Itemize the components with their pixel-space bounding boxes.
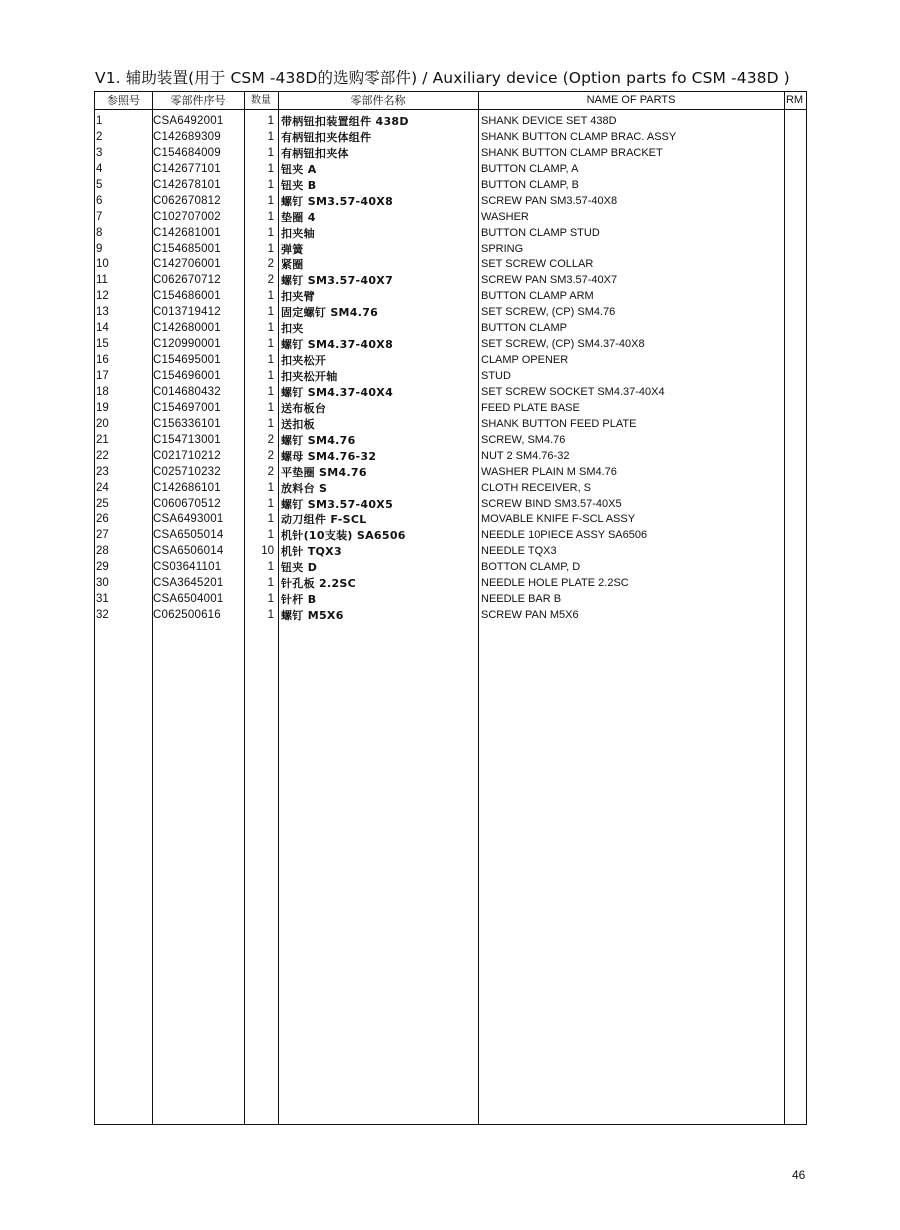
ref-cell: 1 (96, 115, 103, 127)
quantity-cell: 1 (267, 146, 274, 159)
name-en-cell: SET SCREW, (CP) SM4.37-40X8 (481, 338, 645, 351)
name-en-cell: WASHER (481, 210, 529, 223)
ref-cell: 24 (96, 481, 109, 494)
part-number-cell: CSA6492001 (153, 115, 224, 127)
table-row (95, 385, 806, 401)
name-en-cell: MOVABLE KNIFE F-SCL ASSY (481, 513, 636, 526)
part-number-cell: C062670812 (153, 194, 221, 207)
parts-table (94, 91, 807, 1125)
name-cn-cell: 螺钉 SM4.37-40X8 (281, 338, 394, 352)
name-cn-cell: 扣夹松开轴 (281, 370, 338, 383)
part-number-cell: C142686101 (153, 481, 221, 494)
name-cn-cell: 机针 TQX3 (281, 545, 342, 559)
part-number-cell: C154697001 (153, 401, 221, 414)
table-body (95, 114, 806, 624)
ref-cell: 4 (96, 162, 103, 175)
ref-cell: 19 (96, 401, 109, 414)
part-number-cell: C142681001 (153, 226, 221, 239)
part-number-cell: C021710212 (153, 449, 221, 462)
name-en-cell: SHANK BUTTON CLAMP BRACKET (481, 146, 663, 159)
name-en-cell: CLOTH RECEIVER, S (481, 481, 592, 494)
name-cn-cell: 钮夹 B (281, 178, 317, 192)
ref-cell: 18 (96, 385, 109, 398)
part-number-cell: C154713001 (153, 433, 221, 446)
name-cn-cell: 送布板台 (281, 401, 327, 415)
table-row (95, 544, 806, 560)
table-row (95, 130, 806, 146)
table-row (95, 465, 806, 481)
quantity-cell: 1 (267, 178, 274, 191)
name-en-cell: SPRING (481, 242, 524, 255)
quantity-cell: 1 (267, 194, 274, 207)
quantity-cell: 1 (267, 210, 274, 223)
name-cn-cell: 螺钉 SM4.37-40X4 (281, 385, 394, 399)
table-row (95, 114, 806, 130)
ref-cell: 17 (96, 370, 109, 382)
ref-cell: 25 (96, 497, 109, 510)
name-en-cell: WASHER PLAIN M SM4.76 (481, 465, 617, 478)
name-en-cell: NUT 2 SM4.76-32 (481, 449, 570, 462)
ref-cell: 22 (96, 449, 109, 462)
table-row (95, 162, 806, 178)
quantity-cell: 1 (267, 338, 274, 351)
name-en-cell: SHANK BUTTON FEED PLATE (481, 417, 637, 430)
quantity-cell: 1 (267, 290, 274, 303)
name-en-cell: SET SCREW SOCKET SM4.37-40X4 (481, 385, 665, 398)
name-en-cell: SHANK DEVICE SET 438D (481, 115, 617, 127)
part-number-cell: C154695001 (153, 354, 221, 367)
ref-cell: 21 (96, 433, 109, 446)
name-cn-cell: 扣夹 (281, 322, 304, 336)
ref-cell: 11 (96, 274, 108, 287)
ref-cell: 31 (96, 593, 109, 606)
part-number-cell: C142689309 (153, 130, 221, 143)
ref-cell: 14 (96, 322, 109, 335)
table-header (95, 92, 806, 110)
table-row (95, 608, 806, 624)
quantity-cell: 1 (267, 306, 274, 319)
table-row (95, 417, 806, 433)
ref-cell: 6 (96, 194, 103, 207)
name-cn-cell: 螺钉 SM3.57-40X8 (281, 194, 394, 208)
name-cn-cell: 螺钉 M5X6 (281, 609, 344, 623)
name-cn-cell: 紧圈 (281, 258, 304, 272)
name-cn-cell: 动刀组件 F-SCL (281, 513, 367, 527)
name-en-cell: BOTTON CLAMP, D (481, 561, 581, 574)
table-row (95, 146, 806, 162)
ref-cell: 7 (96, 210, 103, 223)
part-number-cell: C062670712 (153, 274, 221, 287)
table-row (95, 273, 806, 289)
ref-cell: 29 (96, 561, 109, 574)
part-number-cell: CSA6504001 (153, 593, 224, 606)
quantity-cell: 1 (267, 115, 274, 127)
name-en-cell: SCREW, SM4.76 (481, 433, 566, 446)
part-number-cell: C060670512 (153, 497, 221, 510)
name-en-cell: STUD (481, 370, 511, 382)
table-row (95, 528, 806, 544)
table-row (95, 401, 806, 417)
name-en-cell: BUTTON CLAMP STUD (481, 226, 600, 239)
quantity-cell: 2 (267, 465, 274, 478)
name-cn-cell: 带柄钮扣装置组件 438D (281, 115, 409, 128)
name-en-cell: NEEDLE HOLE PLATE 2.2SC (481, 577, 629, 590)
quantity-cell: 1 (267, 322, 274, 335)
ref-cell: 28 (96, 545, 109, 558)
page-number: 46 (792, 1168, 806, 1182)
name-en-cell: BUTTON CLAMP (481, 322, 567, 335)
name-en-cell: SCREW PAN M5X6 (481, 609, 579, 622)
name-cn-cell: 螺钉 SM3.57-40X7 (281, 274, 394, 288)
table-row (95, 242, 806, 258)
header-ref: 参照号 (107, 94, 140, 107)
header-rm: RM (785, 94, 804, 106)
name-en-cell: SHANK BUTTON CLAMP BRAC. ASSY (481, 130, 677, 143)
name-cn-cell: 针孔板 2.2SC (281, 577, 357, 591)
ref-cell: 16 (96, 354, 109, 367)
name-cn-cell: 针杆 B (281, 593, 317, 607)
part-number-cell: C142680001 (153, 322, 221, 335)
quantity-cell: 1 (267, 130, 274, 143)
ref-cell: 15 (96, 338, 109, 351)
ref-cell: 8 (96, 226, 103, 239)
ref-cell: 13 (96, 306, 109, 319)
part-number-cell: C102707002 (153, 210, 221, 223)
ref-cell: 30 (96, 577, 109, 590)
part-number-cell: C154685001 (153, 242, 221, 255)
part-number-cell: C062500616 (153, 609, 221, 622)
table-row (95, 210, 806, 226)
name-cn-cell: 机针(10支装) SA6506 (281, 529, 406, 543)
quantity-cell: 1 (267, 242, 274, 255)
name-cn-cell: 钮夹 D (281, 561, 318, 575)
name-en-cell: SET SCREW COLLAR (481, 258, 594, 271)
table-row (95, 194, 806, 210)
name-cn-cell: 固定螺钉 SM4.76 (281, 306, 379, 320)
table-row (95, 257, 806, 273)
name-cn-cell: 平垫圈 SM4.76 (281, 465, 367, 479)
name-cn-cell: 扣夹轴 (281, 226, 315, 240)
name-en-cell: BUTTON CLAMP ARM (481, 290, 594, 303)
name-en-cell: FEED PLATE BASE (481, 401, 580, 414)
name-cn-cell: 垫圈 4 (281, 210, 316, 224)
table-row (95, 337, 806, 353)
quantity-cell: 1 (267, 513, 274, 526)
header-part-no: 零部件序号 (170, 94, 226, 107)
part-number-cell: C013719412 (153, 306, 221, 319)
part-number-cell: C154686001 (153, 290, 221, 303)
quantity-cell: 1 (267, 162, 274, 175)
part-number-cell: CSA6505014 (153, 529, 224, 542)
part-number-cell: CS03641101 (153, 561, 222, 574)
header-name-en: NAME OF PARTS (586, 94, 676, 106)
name-cn-cell: 螺钉 SM3.57-40X5 (281, 497, 394, 511)
quantity-cell: 1 (267, 609, 274, 622)
part-number-cell: C120990001 (153, 338, 221, 351)
quantity-cell: 1 (267, 561, 274, 574)
name-cn-cell: 有柄钮扣夹体 (281, 146, 349, 160)
quantity-cell: 1 (267, 417, 274, 430)
table-row (95, 576, 806, 592)
name-en-cell: NEEDLE TQX3 (481, 545, 557, 558)
name-cn-cell: 螺钉 SM4.76 (281, 433, 356, 447)
ref-cell: 27 (96, 529, 109, 542)
name-cn-cell: 有柄钮扣夹体组件 (281, 130, 372, 144)
ref-cell: 32 (96, 609, 109, 622)
quantity-cell: 1 (267, 354, 274, 367)
table-row (95, 433, 806, 449)
ref-cell: 12 (96, 290, 109, 303)
name-en-cell: NEEDLE BAR B (481, 593, 562, 606)
ref-cell: 23 (96, 465, 109, 478)
part-number-cell: CSA3645201 (153, 577, 224, 590)
table-row (95, 289, 806, 305)
name-cn-cell: 弹簧 (281, 242, 304, 256)
part-number-cell: C154684009 (153, 146, 221, 159)
quantity-cell: 2 (267, 449, 274, 462)
page-title: V1. 辅助装置(用于 CSM -438D的选购零部件) / Auxiliary device (Option parts fo CSM -438D ) (95, 69, 790, 87)
name-cn-cell: 螺母 SM4.76-32 (281, 449, 377, 463)
header-name-cn: 零部件名称 (350, 94, 406, 107)
ref-cell: 26 (96, 513, 109, 526)
name-en-cell: CLAMP OPENER (481, 354, 569, 367)
name-en-cell: SCREW PAN SM3.57-40X8 (481, 194, 618, 207)
quantity-cell: 1 (267, 577, 274, 590)
name-en-cell: BUTTON CLAMP, B (481, 178, 580, 191)
table-row (95, 353, 806, 369)
quantity-cell: 1 (267, 401, 274, 414)
name-en-cell: SCREW PAN SM3.57-40X7 (481, 274, 618, 287)
part-number-cell: C142706001 (153, 258, 221, 271)
name-en-cell: SCREW BIND SM3.57-40X5 (481, 497, 622, 510)
ref-cell: 2 (96, 130, 103, 143)
table-row (95, 321, 806, 337)
quantity-cell: 2 (267, 433, 274, 446)
quantity-cell: 2 (267, 258, 274, 271)
table-row (95, 449, 806, 465)
table-row (95, 592, 806, 608)
table-row (95, 497, 806, 513)
quantity-cell: 1 (267, 385, 274, 398)
header-qty: 数量 (251, 95, 271, 106)
table-row (95, 305, 806, 321)
name-cn-cell: 扣夹松开 (281, 354, 327, 368)
part-number-cell: C025710232 (153, 465, 221, 478)
ref-cell: 9 (96, 242, 103, 255)
quantity-cell: 1 (267, 226, 274, 239)
name-cn-cell: 扣夹臂 (281, 290, 315, 304)
ref-cell: 5 (96, 178, 103, 191)
quantity-cell: 1 (267, 497, 274, 510)
table-row (95, 481, 806, 497)
name-cn-cell: 放料台 S (281, 481, 328, 495)
quantity-cell: 2 (267, 274, 274, 287)
quantity-cell: 1 (267, 593, 274, 606)
name-en-cell: SET SCREW, (CP) SM4.76 (481, 306, 616, 319)
quantity-cell: 10 (261, 545, 274, 558)
table-row (95, 512, 806, 528)
part-number-cell: CSA6506014 (153, 545, 224, 558)
ref-cell: 20 (96, 417, 109, 430)
table-row (95, 178, 806, 194)
part-number-cell: C142678101 (153, 178, 221, 191)
name-cn-cell: 钮夹 A (281, 162, 317, 176)
name-en-cell: BUTTON CLAMP, A (481, 162, 579, 175)
part-number-cell: C014680432 (153, 385, 221, 398)
name-en-cell: NEEDLE 10PIECE ASSY SA6506 (481, 529, 648, 542)
ref-cell: 10 (96, 258, 109, 271)
ref-cell: 3 (96, 146, 103, 159)
part-number-cell: CSA6493001 (153, 513, 224, 526)
part-number-cell: C156336101 (153, 417, 221, 430)
table-row (95, 226, 806, 242)
quantity-cell: 1 (267, 529, 274, 542)
part-number-cell: C142677101 (153, 162, 221, 175)
part-number-cell: C154696001 (153, 370, 221, 382)
name-cn-cell: 送扣板 (281, 417, 315, 431)
table-row (95, 560, 806, 576)
quantity-cell: 1 (267, 481, 274, 494)
table-row (95, 369, 806, 385)
quantity-cell: 1 (267, 370, 274, 382)
